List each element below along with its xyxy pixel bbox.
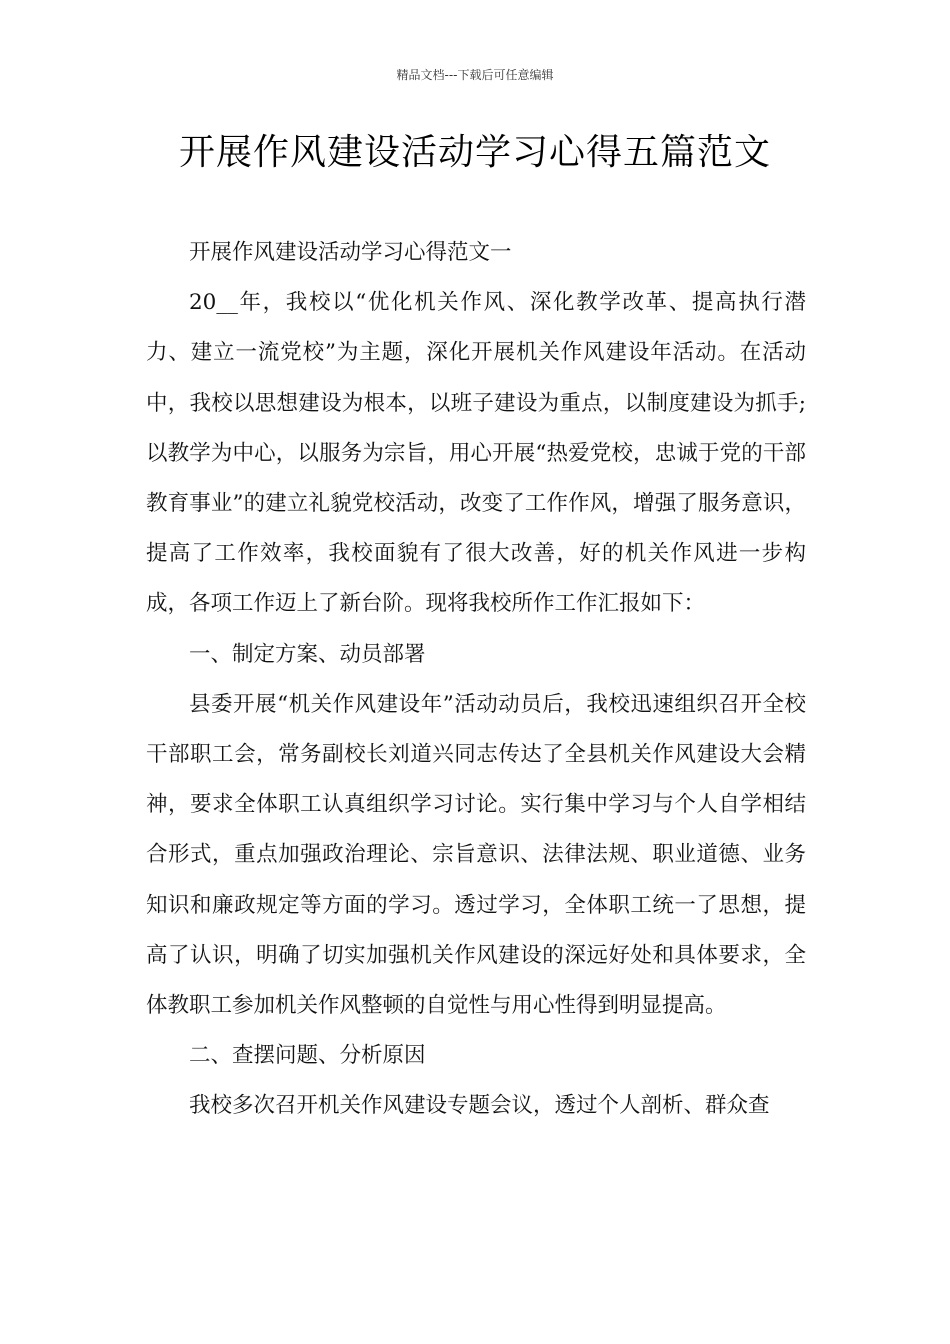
section-heading-1: 一、制定方案、动员部署 — [189, 641, 426, 667]
section-heading-2: 二、查摆问题、分析原因 — [189, 1043, 426, 1069]
paragraph-intro: 20__年，我校以“优化机关作风、深化教学改革、提高执行潜力、建立一流党校”为主题，深化开展机关作风建设年活动。在活动中，我校以思想建设为根本，以班子建设为重点，以制度建设为抓手;以教学为中心，以服务为宗旨，用心开展“热爱党校，忠诚于党的干部教育事业”的建立礼貌党校活动，改变了工作作风，增强了服务意识，提高了工作效率，我校面貌有了很大改善，好的机关作风进一步构成，各项工作迈上了新台阶。现将我校所作工作汇报如下： — [146, 290, 806, 617]
paragraph-section-2: 我校多次召开机关作风建设专题会议，透过个人剖析、群众查 — [189, 1093, 770, 1119]
section-heading-essay-1: 开展作风建设活动学习心得范文一 — [189, 240, 512, 265]
document-title: 开展作风建设活动学习心得五篇范文 — [178, 132, 771, 173]
header-note: 精品文档---下载后可任意编辑 — [396, 68, 554, 82]
document-body — [146, 228, 806, 1132]
paragraph-section-1: 县委开展“机关作风建设年”活动动员后，我校迅速组织召开全校干部职工会，常务副校长刘道兴同志传达了全县机关作风建设大会精神，要求全体职工认真组织学习讨论。实行集中学习与个人自学相结合形式，重点加强政治理论、宗旨意识、法律法规、职业道德、业务知识和廉政规定等方面的学习。透过学习，全体职工统一了思想，提高了认识，明确了切实加强机关作风建设的深远好处和具体要求，全体教职工参加机关作风整顿的自觉性与用心性得到明显提高。 — [146, 691, 806, 1019]
